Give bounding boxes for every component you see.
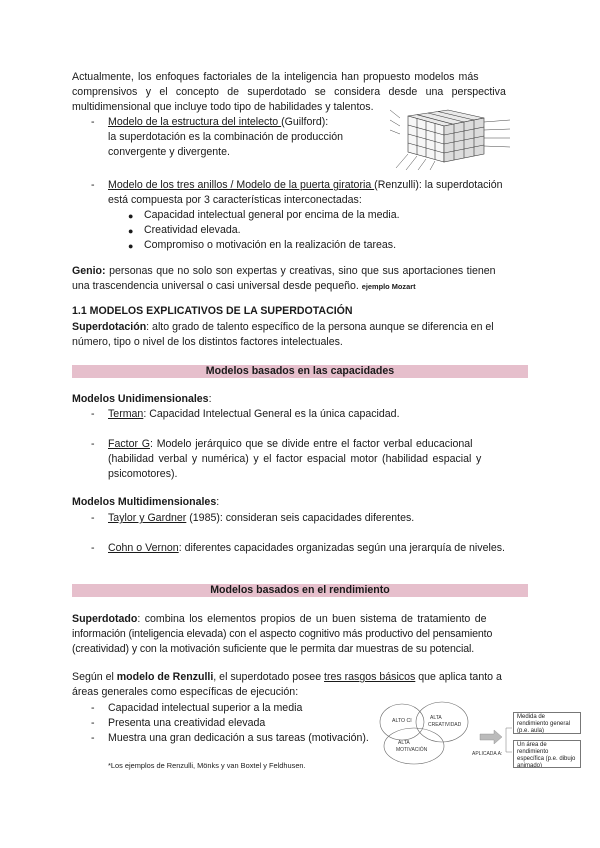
guilford-author: (Guilford): bbox=[281, 116, 329, 128]
terman-text: : Capacidad Intelectual General es la única capacidad. bbox=[143, 408, 400, 420]
section-heading: 1.1 MODELOS EXPLICATIVOS DE LA SUPERDOTACIÓN bbox=[72, 305, 353, 317]
list-dash: - bbox=[91, 408, 95, 420]
rasgo-item-2: Presenta una creatividad elevada bbox=[108, 717, 266, 729]
renzulli-link[interactable]: Modelo de los tres anillos / Modelo de la puerta giratoria bbox=[108, 179, 375, 191]
label-alto-ci: ALTO CI bbox=[392, 718, 412, 724]
cohn-item bbox=[108, 541, 505, 556]
label-motivacion: MOTIVACIÓN bbox=[396, 747, 428, 753]
superdotado-term: Superdotado bbox=[72, 613, 138, 625]
list-dash: - bbox=[91, 116, 95, 128]
renzulli-rasgos-post: que aplica tanto a bbox=[415, 671, 502, 683]
taylor-gardner-link[interactable]: Taylor y Gardner bbox=[108, 512, 187, 524]
guilford-line-2: la superdotación es la combinación de producción bbox=[108, 131, 343, 143]
factorg-line-2: (habilidad verbal y numérica) y el factor espacial motor (habilidad espacial y bbox=[108, 453, 482, 465]
genio-definition-end: una trascendencia universal o casi universal desde pequeño. bbox=[72, 280, 362, 292]
section-band-capacidades: Modelos basados en las capacidades bbox=[72, 365, 528, 378]
unidim-colon: : bbox=[208, 393, 212, 405]
unidim-heading-row bbox=[72, 392, 212, 407]
renzulli-author: (Renzulli): la superdotación bbox=[374, 179, 503, 191]
superdotado-line-2: información (inteligencia elevada) con el aspecto cognitivo más productivo del pensamiento bbox=[72, 628, 493, 640]
terman-link[interactable]: Terman bbox=[108, 408, 144, 420]
factorg-item bbox=[108, 437, 472, 452]
genio-term: Genio: bbox=[72, 265, 106, 277]
list-dash: - bbox=[91, 732, 95, 744]
superdotacion-line-1 bbox=[72, 320, 494, 335]
label-alta-1: ALTA bbox=[430, 715, 442, 721]
bullet-dot: ● bbox=[128, 226, 134, 236]
guilford-line-3: convergente y divergente. bbox=[108, 146, 230, 158]
renzulli-rasgos-mid: , el superdotado posee bbox=[213, 671, 325, 683]
superdotacion-term: Superdotación bbox=[72, 321, 147, 333]
guilford-link[interactable]: Modelo de la estructura del intelecto bbox=[108, 116, 282, 128]
superdotado-definition: : combina los elementos propios de un buen sistema de tratamiento de bbox=[137, 613, 487, 625]
renzulli-line-2: está compuesta por 3 características interconectadas: bbox=[108, 194, 362, 206]
diagram-box-especifica-text: Un área de rendimiento específica (p.e. dibujo animado) bbox=[517, 742, 576, 768]
arrow-icon bbox=[480, 730, 502, 744]
multidim-heading: Modelos Multidimensionales bbox=[72, 496, 217, 508]
list-dash: - bbox=[91, 179, 95, 191]
rasgo-item-1: Capacidad intelectual superior a la media bbox=[108, 702, 303, 714]
renzulli-bullet-2: Creatividad elevada. bbox=[144, 224, 241, 236]
list-dash: - bbox=[91, 702, 95, 714]
renzulli-bullet-3: Compromiso o motivación en la realización de tareas. bbox=[144, 239, 397, 251]
renzulli-bullet-1: Capacidad intelectual general por encima de la media. bbox=[144, 209, 400, 221]
taylor-gardner-text: (1985): consideran seis capacidades diferentes. bbox=[186, 512, 415, 524]
label-creatividad: CREATIVIDAD bbox=[428, 722, 462, 728]
bullet-dot: ● bbox=[128, 241, 134, 251]
multidim-colon: : bbox=[216, 496, 220, 508]
list-dash: - bbox=[91, 512, 95, 524]
taylor-item bbox=[108, 511, 414, 526]
superdotacion-definition: : alto grado de talento específico de la persona aunque se diferencia en el bbox=[146, 321, 494, 333]
list-dash: - bbox=[91, 438, 95, 450]
list-dash: - bbox=[91, 542, 95, 554]
factorg-link[interactable]: Factor G bbox=[108, 438, 151, 450]
unidim-heading: Modelos Unidimensionales bbox=[72, 393, 209, 405]
renzulli-rasgos-line-1 bbox=[72, 670, 502, 685]
factorg-line-3: psicomotores). bbox=[108, 468, 178, 480]
guilford-cube-illustration bbox=[388, 104, 518, 170]
label-aplicada: APLICADA A: bbox=[472, 751, 503, 757]
section-band-rendimiento: Modelos basados en el rendimiento bbox=[72, 584, 528, 597]
renzulli-item bbox=[108, 178, 503, 193]
terman-item bbox=[108, 407, 400, 422]
intro-line-2: comprensivos y el concepto de superdotado se considera desde una perspectiva bbox=[72, 86, 506, 98]
factorg-text: : Modelo jerárquico que se divide entre el factor verbal educacional bbox=[150, 438, 473, 450]
diagram-box-especifica bbox=[513, 740, 581, 768]
superdotado-line-1 bbox=[72, 612, 487, 627]
genio-example: ejemplo Mozart bbox=[361, 282, 416, 291]
diagram-box-general-text: Medida de rendimiento general (p.e. aula) bbox=[517, 714, 571, 734]
footnote: *Los ejemplos de Renzulli, Mönks y van Boxtel y Feldhusen. bbox=[108, 761, 306, 770]
guilford-item bbox=[108, 115, 328, 130]
bullet-dot: ● bbox=[128, 211, 134, 221]
multidim-heading-row bbox=[72, 495, 219, 510]
cohn-vernon-link[interactable]: Cohn o Vernon bbox=[108, 542, 179, 554]
rasgo-item-3: Muestra una gran dedicación a sus tareas (motivación). bbox=[108, 732, 369, 744]
superdotado-line-3: (creatividad) y con la motivación suficiente que le permita dar muestras de su potencial. bbox=[72, 643, 475, 655]
diagram-box-general bbox=[513, 712, 581, 734]
intro-line-3: multidimensional que incluye todo tipo de habilidades y talentos. bbox=[72, 101, 374, 113]
superdotacion-line-2: número, tipo o nivel de los distintos factores intelectuales. bbox=[72, 336, 343, 348]
label-alta-2: ALTA bbox=[398, 740, 410, 746]
renzulli-model-name: modelo de Renzulli bbox=[116, 671, 214, 683]
circle-motivacion bbox=[384, 728, 444, 764]
genio-definition: personas que no solo son expertas y creativas, sino que sus aportaciones tienen bbox=[105, 265, 496, 277]
renzulli-rasgos-pre: Según el bbox=[72, 671, 117, 683]
genio-line-2 bbox=[72, 279, 416, 294]
renzulli-rasgos-line-2: áreas generales como específicas de ejecución: bbox=[72, 686, 299, 698]
tres-rasgos-link[interactable]: tres rasgos básicos bbox=[324, 671, 416, 683]
genio-line-1 bbox=[72, 264, 496, 279]
intro-line-1: Actualmente, los enfoques factoriales de la inteligencia han propuesto modelos más bbox=[72, 71, 479, 83]
cohn-vernon-text: : diferentes capacidades organizadas según una jerarquía de niveles. bbox=[178, 542, 505, 554]
list-dash: - bbox=[91, 717, 95, 729]
